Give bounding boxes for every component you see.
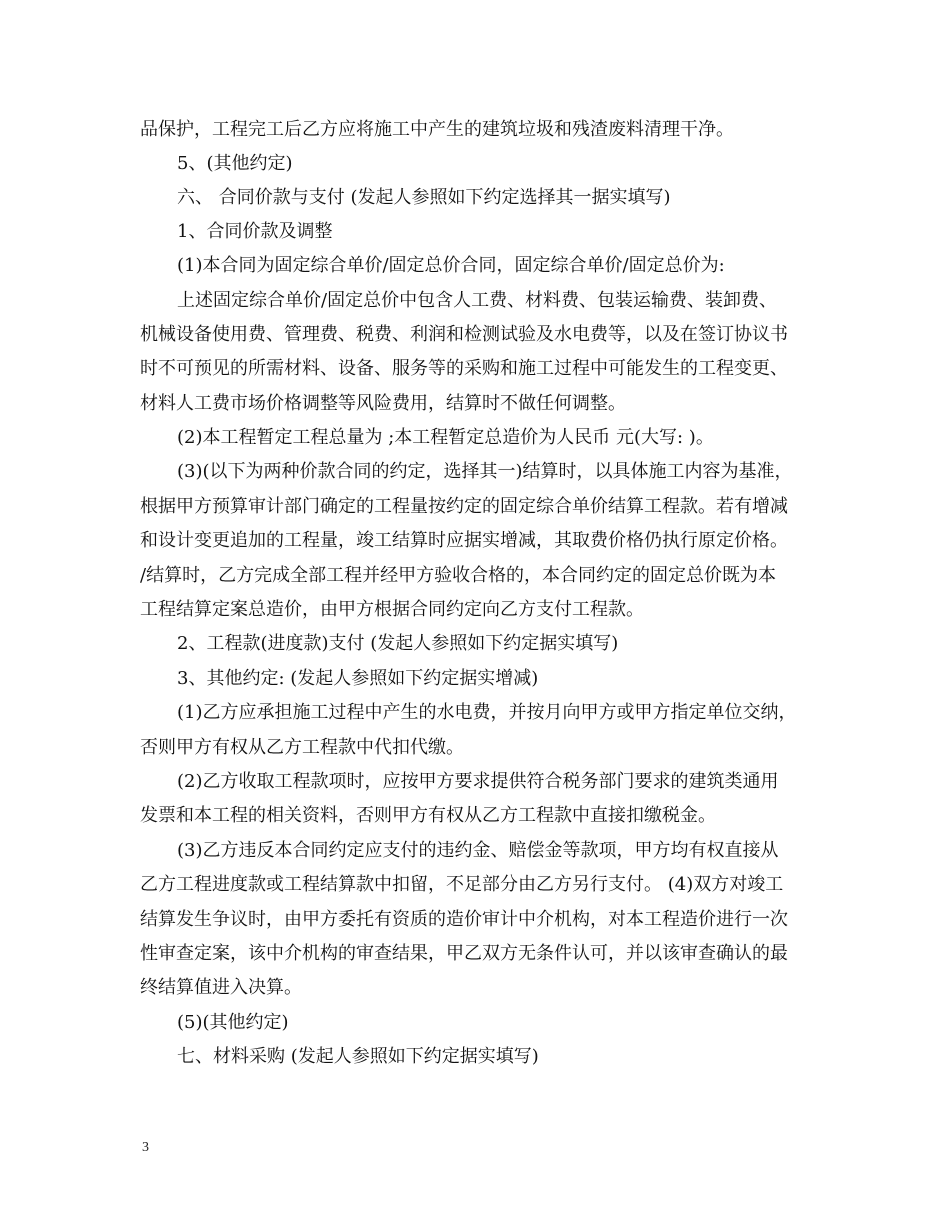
paragraph-line: 品保护，工程完工后乙方应将施工中产生的建筑垃圾和残渣废料清理干净。: [140, 119, 734, 140]
subsection-heading: 1、合同价款及调整: [177, 221, 333, 242]
paragraph-line: 发票和本工程的相关资料，否则甲方有权从乙方工程款中直接扣缴税金。: [140, 805, 716, 826]
subsection-heading: 2、工程款(进度款)支付 (发起人参照如下约定据实填写): [177, 633, 619, 654]
paragraph-line: 时不可预见的所需材料、设备、服务等的采购和施工过程中可能发生的工程变更、: [140, 358, 788, 379]
paragraph-line: 性审查定案，该中介机构的审查结果，甲乙双方无条件认可，并以该审查确认的最: [140, 943, 788, 964]
paragraph-line: (5)(其他约定): [177, 1012, 289, 1033]
subsection-heading: 3、其他约定: (发起人参照如下约定据实增减): [177, 668, 539, 689]
section-heading: 七、材料采购 (发起人参照如下约定据实填写): [177, 1046, 539, 1067]
paragraph-line: 机械设备使用费、管理费、税费、利润和检测试验及水电费等，以及在签订协议书: [140, 324, 788, 345]
paragraph-line: (2)乙方收取工程款项时，应按甲方要求提供符合税务部门要求的建筑类通用: [177, 771, 779, 792]
paragraph-line: (3)乙方违反本合同约定应支付的违约金、赔偿金等款项，甲方均有权直接从: [177, 840, 779, 861]
paragraph-line: 工程结算定案总造价，由甲方根据合同约定向乙方支付工程款。: [140, 599, 644, 620]
paragraph-line: 根据甲方预算审计部门确定的工程量按约定的固定综合单价结算工程款。若有增减: [140, 496, 788, 517]
paragraph-line: 终结算值进入决算。: [140, 977, 302, 998]
paragraph-line: (1)乙方应承担施工过程中产生的水电费，并按月向甲方或甲方指定单位交纳，: [177, 702, 797, 723]
paragraph-line: (2)本工程暂定工程总量为 ;本工程暂定总造价为人民币 元(大写: )。: [177, 427, 714, 448]
section-heading: 六、 合同价款与支付 (发起人参照如下约定选择其一据实填写): [177, 187, 671, 208]
paragraph-line: (3)(以下为两种价款合同的约定，选择其一)结算时，以具体施工内容为基准，: [177, 461, 793, 482]
paragraph-line: 上述固定综合单价/固定总价中包含人工费、材料费、包装运输费、装卸费、: [177, 290, 778, 311]
paragraph-line: (1)本合同为固定综合单价/固定总价合同，固定综合单价/固定总价为:: [177, 255, 725, 276]
paragraph-line: 5、(其他约定): [177, 153, 293, 174]
paragraph-line: 否则甲方有权从乙方工程款中代扣代缴。: [140, 737, 464, 758]
paragraph-line: 结算发生争议时，由甲方委托有资质的造价审计中介机构，对本工程造价进行一次: [140, 909, 788, 930]
page-number: 3: [142, 1140, 149, 1155]
paragraph-line: 材料人工费市场价格调整等风险费用，结算时不做任何调整。: [140, 393, 626, 414]
paragraph-line: /结算时，乙方完成全部工程并经甲方验收合格的，本合同约定的固定总价既为本: [140, 565, 777, 586]
paragraph-line: 乙方工程进度款或工程结算款中扣留，不足部分由乙方另行支付。 (4)双方对竣工: [140, 874, 784, 895]
paragraph-line: 和设计变更追加的工程量，竣工结算时应据实增减，其取费价格仍执行原定价格。: [140, 530, 788, 551]
